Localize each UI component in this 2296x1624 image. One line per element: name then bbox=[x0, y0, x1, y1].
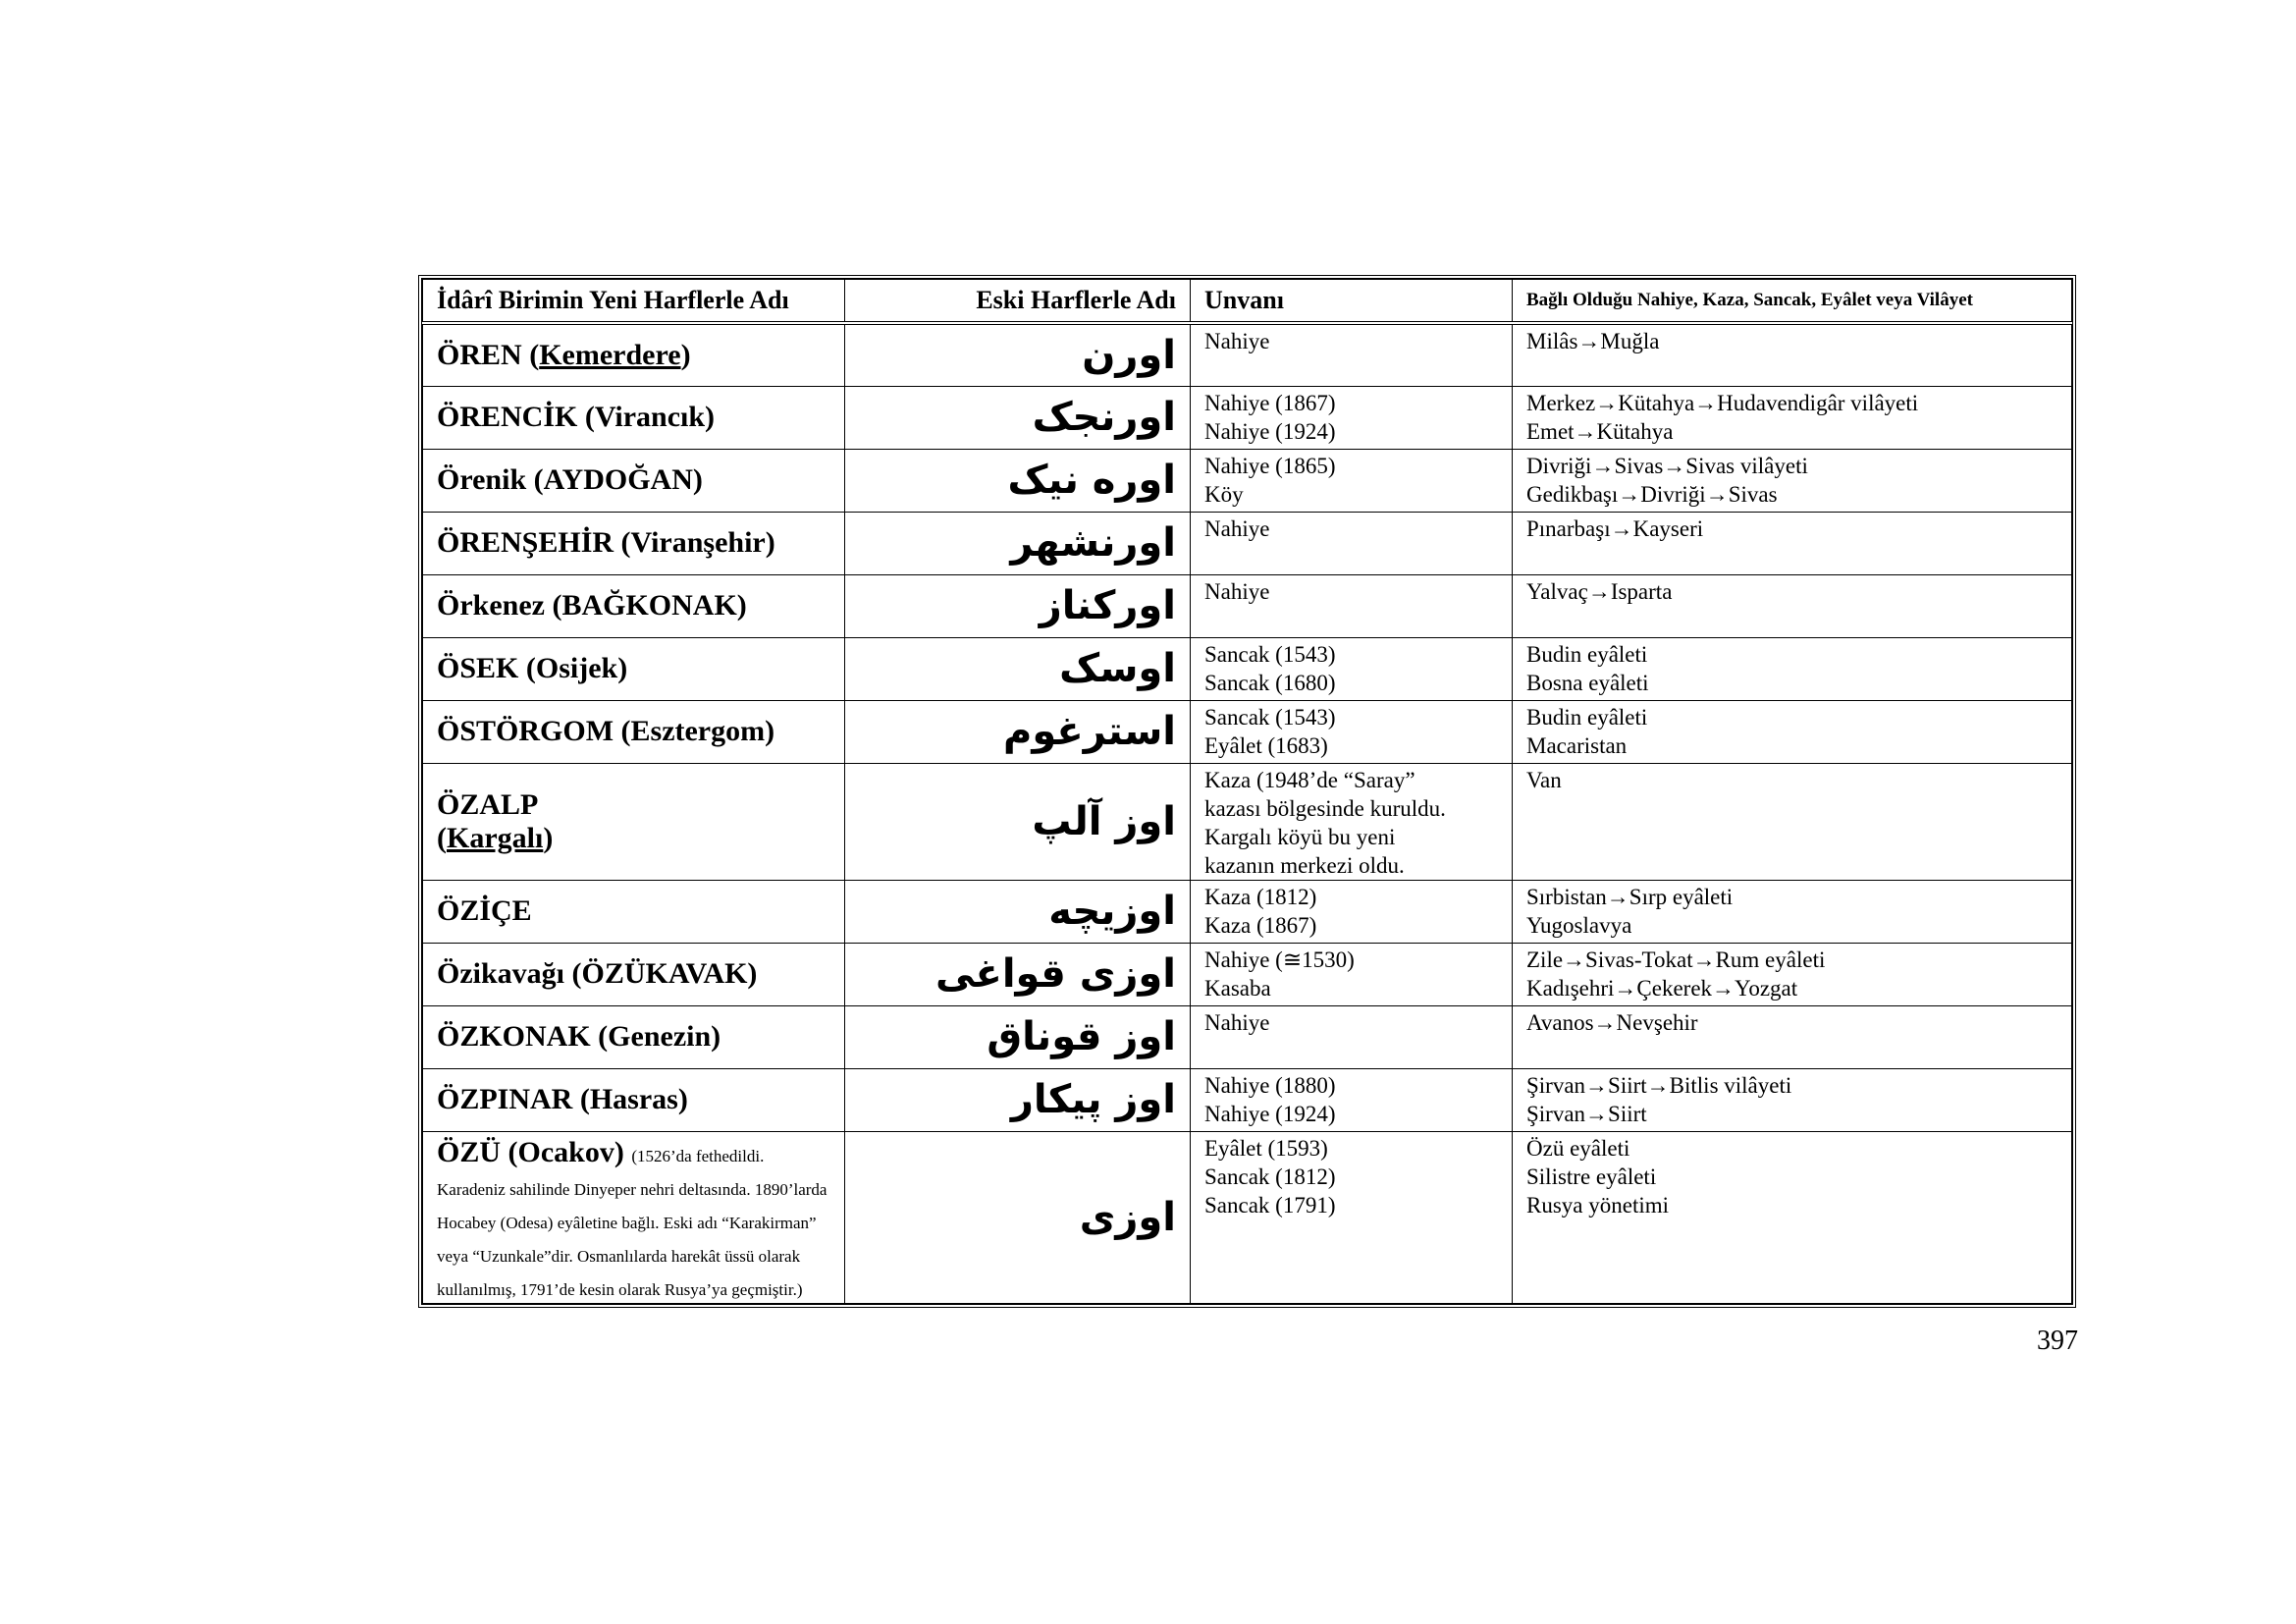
table-row bbox=[423, 700, 2072, 763]
historical-note: (1526’da fethedildi. Karadeniz sahilinde Dinyeper nehri deltasında. 1890’larda Hocabey (Odesa) eyâletine bağlı. Eski adı “Karakirman” veya “Uzunkale”dir. Osmanlılarda harekât üssü olarak kullanılmış, 1791’de kesin olarak Rusya’ya geçmiştir.) bbox=[437, 1146, 828, 1299]
new-name-cell: ÖZKONAK (Genezin) bbox=[423, 1005, 845, 1068]
title-cell: Nahiye (1865) Köy bbox=[1191, 449, 1513, 512]
table-row bbox=[423, 574, 2072, 637]
table-row bbox=[423, 323, 2072, 386]
affiliation-cell: Sırbistan→Sırp eyâleti Yugoslavya bbox=[1513, 880, 2072, 943]
name: ÖZALP bbox=[437, 787, 539, 821]
table bbox=[422, 279, 2072, 1304]
old-script-name: اوزی قواغی bbox=[845, 943, 1191, 1005]
affiliation-cell: Avanos→Nevşehir bbox=[1513, 1005, 2072, 1068]
affiliation-cell: Budin eyâleti Bosna eyâleti bbox=[1513, 637, 2072, 700]
new-name-cell: ÖRENCİK (Virancık) bbox=[423, 386, 845, 449]
header-title: Unvanı bbox=[1191, 280, 1513, 324]
header-old-name: Eski Harflerle Adı bbox=[845, 280, 1191, 324]
new-name-cell: Örkenez (BAĞKONAK) bbox=[423, 574, 845, 637]
table-row bbox=[423, 763, 2072, 880]
new-name-cell: ÖZİÇE bbox=[423, 880, 845, 943]
new-name-cell: Örenik (AYDOĞAN) bbox=[423, 449, 845, 512]
alt-name: Kemerdere bbox=[539, 338, 681, 371]
title-cell: Nahiye (≅1530) Kasaba bbox=[1191, 943, 1513, 1005]
table-row bbox=[423, 1131, 2072, 1303]
title-cell: Nahiye (1867) Nahiye (1924) bbox=[1191, 386, 1513, 449]
new-name-cell: ÖRENŞEHİR (Viranşehir) bbox=[423, 512, 845, 574]
header-new-name: İdârî Birimin Yeni Harflerle Adı bbox=[423, 280, 845, 324]
new-name-cell: ÖREN (Kemerdere) bbox=[423, 323, 845, 386]
header-row bbox=[423, 280, 2072, 324]
affiliation-cell: Milâs→Muğla bbox=[1513, 323, 2072, 386]
old-script-name: اورنشهر bbox=[845, 512, 1191, 574]
old-script-name: اوره نیک bbox=[845, 449, 1191, 512]
old-script-name: استرغوم bbox=[845, 700, 1191, 763]
header-affiliation: Bağlı Olduğu Nahiye, Kaza, Sancak, Eyâlet veya Vilâyet bbox=[1513, 280, 2072, 324]
new-name-cell: Özikavağı (ÖZÜKAVAK) bbox=[423, 943, 845, 1005]
name: ÖREN bbox=[437, 338, 522, 371]
affiliation-cell: Şirvan→Siirt→Bitlis vilâyeti Şirvan→Siirt bbox=[1513, 1068, 2072, 1131]
table-row bbox=[423, 1005, 2072, 1068]
old-script-name: اورن bbox=[845, 323, 1191, 386]
old-script-name: اوز پیکار bbox=[845, 1068, 1191, 1131]
affiliation-cell: Özü eyâleti Silistre eyâleti Rusya yönetimi bbox=[1513, 1131, 2072, 1303]
affiliation-cell: Merkez→Kütahya→Hudavendigâr vilâyeti Emet→Kütahya bbox=[1513, 386, 2072, 449]
title-cell: Nahiye bbox=[1191, 1005, 1513, 1068]
new-name-cell: ÖSTÖRGOM (Esztergom) bbox=[423, 700, 845, 763]
new-name-cell: ÖSEK (Osijek) bbox=[423, 637, 845, 700]
title-cell: Sancak (1543) Sancak (1680) bbox=[1191, 637, 1513, 700]
affiliation-cell: Zile→Sivas-Tokat→Rum eyâleti Kadışehri→Çekerek→Yozgat bbox=[1513, 943, 2072, 1005]
table-row bbox=[423, 449, 2072, 512]
table-row bbox=[423, 637, 2072, 700]
title-cell: Eyâlet (1593) Sancak (1812) Sancak (1791) bbox=[1191, 1131, 1513, 1303]
table-row bbox=[423, 512, 2072, 574]
new-name-cell bbox=[423, 1131, 845, 1303]
old-script-name: اوسک bbox=[845, 637, 1191, 700]
name: ÖZÜ (Ocakov) bbox=[437, 1135, 624, 1168]
title-cell: Nahiye bbox=[1191, 512, 1513, 574]
table-row bbox=[423, 880, 2072, 943]
table-row bbox=[423, 1068, 2072, 1131]
affiliation-cell: Van bbox=[1513, 763, 2072, 880]
table-row bbox=[423, 386, 2072, 449]
title-cell: Sancak (1543) Eyâlet (1683) bbox=[1191, 700, 1513, 763]
title-cell: Nahiye bbox=[1191, 323, 1513, 386]
table-row bbox=[423, 943, 2072, 1005]
old-script-name: اورنجک bbox=[845, 386, 1191, 449]
gazetteer-table bbox=[418, 275, 2076, 1308]
affiliation-cell: Budin eyâleti Macaristan bbox=[1513, 700, 2072, 763]
alt-name: Kargalı bbox=[447, 821, 544, 854]
new-name-cell: ÖZALP (Kargalı) bbox=[423, 763, 845, 880]
title-cell: Kaza (1812) Kaza (1867) bbox=[1191, 880, 1513, 943]
old-script-name: اوزی bbox=[845, 1131, 1191, 1303]
old-script-name: اوز قوناق bbox=[845, 1005, 1191, 1068]
old-script-name: اوز آلپ bbox=[845, 763, 1191, 880]
title-cell: Nahiye bbox=[1191, 574, 1513, 637]
affiliation-cell: Divriği→Sivas→Sivas vilâyeti Gedikbaşı→Divriği→Sivas bbox=[1513, 449, 2072, 512]
affiliation-cell: Yalvaç→Isparta bbox=[1513, 574, 2072, 637]
affiliation-cell: Pınarbaşı→Kayseri bbox=[1513, 512, 2072, 574]
old-script-name: اوزیچه bbox=[845, 880, 1191, 943]
new-name-cell: ÖZPINAR (Hasras) bbox=[423, 1068, 845, 1131]
old-script-name: اورکناز bbox=[845, 574, 1191, 637]
title-cell: Kaza (1948’de “Saray” kazası bölgesinde kuruldu. Kargalı köyü bu yeni kazanın merkezi oldu. bbox=[1191, 763, 1513, 880]
page-number: 397 bbox=[2037, 1326, 2078, 1356]
title-cell: Nahiye (1880) Nahiye (1924) bbox=[1191, 1068, 1513, 1131]
